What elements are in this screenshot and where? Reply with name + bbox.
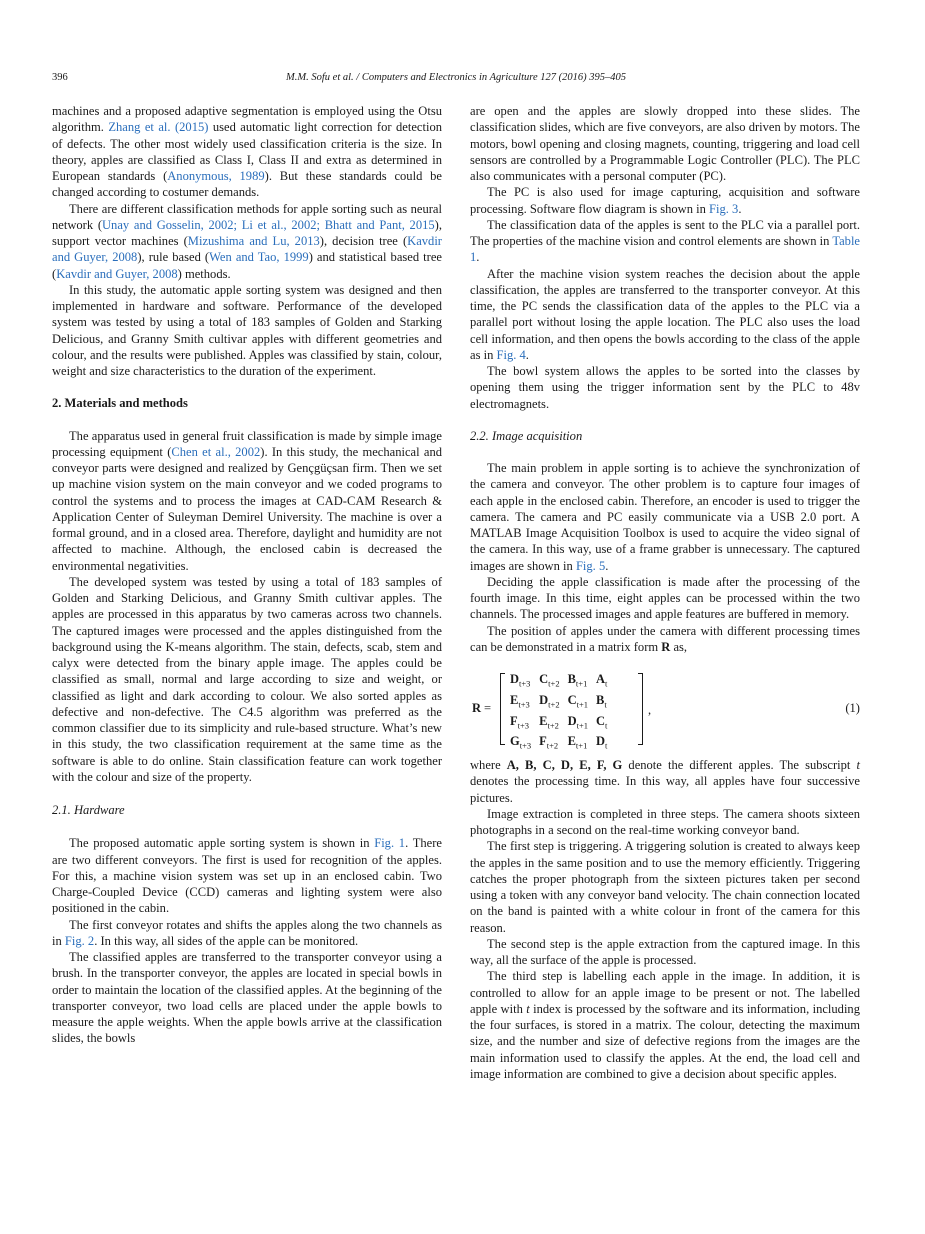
paragraph: The apparatus used in general fruit classification is made by simple image processing equipment (Chen et al., 2002). In this study, the mechanical and conveyor parts were designed and realized by Gençgüçsan firm. Then we set up machine vision system on the main conveyor and we coded programs to control the systems and to process the images at CAD-CAM Research & Application Center of Suleyman Demirel University. The machine is over a formal ground, and in a closed area. Therefore, daylight and humidity are not affected to machine. Although, the enclosed cabin is decreased the environmental negativities. (52, 428, 443, 573)
matrix-cell: $C_{t+2}$ (539, 672, 560, 689)
paragraph: The main problem in apple sorting is to achieve the synchronization of the camera and conveyor. The other problem is to capture four images of each apple in the enclosed cabin. Therefore, an encoder is used to trigger the camera. The camera and PC easily communicate via a USB 2.0 port. A MATLAB Image Acquisition Toolbox is used to acquire the video signal of the camera. In this way, use of a frame grabber is unnecessary. The captured images are shown in Fig. 5. (470, 461, 860, 573)
paragraph: The proposed automatic apple sorting system is shown in Fig. 1. There are two different conveyors. The first is used for recognition of the apples. For this, a machine vision system was set up in an enclosed cabin. Two Charge-Coupled Device (CCD) cameras and lighting system were also positioned in the cabin. (52, 836, 442, 916)
figure-link[interactable]: Fig. 1 (374, 836, 406, 851)
matrix-cell: $C_t$ (596, 713, 608, 730)
paragraph: Image extraction is completed in three steps. The camera shoots sixteen photographs in a second on the real-time working conveyor band. (470, 806, 860, 837)
figure-link[interactable]: Fig. 3 (709, 201, 739, 216)
figure-link[interactable]: Fig. 2 (64, 933, 95, 948)
matrix-cell: $G_{t+3}$ (510, 734, 532, 751)
section-heading: 2. Materials and methods (52, 396, 188, 411)
citation-link[interactable]: Anonymous, 1989 (167, 169, 265, 183)
equation-lhs: R (472, 701, 482, 715)
citation-link[interactable]: Chen et al., 2002 (171, 444, 261, 459)
right-column (470, 103, 860, 1082)
citation-link[interactable]: Wen and Tao, 1999 (209, 250, 309, 265)
paragraph: The classification data of the apples is sent to the PLC via a parallel port. The properties of the machine vision and control elements are shown in Table 1. (470, 217, 860, 265)
paragraph: There are different classification methods for apple sorting such as neural network (Unay and Gosselin, 2002; Li et al., 2002; Bhatt and Pant, 2015), support vector machines (Mizushima and Lu, 2013), decision tree (Kavdir and Guyer, 2008), rule based (Wen and Tao, 1999) and statistical based tree (Kavdir and Guyer, 2008) methods. (52, 201, 442, 281)
page-header (52, 72, 860, 88)
matrix-row (506, 713, 611, 734)
paragraph: The PC is also used for image capturing, acquisition and software processing. Software flow diagram is shown in Fig. 3. (470, 185, 860, 216)
equals-sign: = (484, 701, 492, 715)
matrix-cell: $E_{t+2}$ (539, 713, 559, 730)
figure-link[interactable]: Fig. 5 (575, 558, 606, 573)
matrix-cell: $F_{t+2}$ (539, 734, 559, 751)
paragraph: The classified apples are transferred to the transporter conveyor using a brush. In the transporter conveyor, the apples are located in special bowls in order to maintain the location of the classified apples. At the beginning of the transporter conveyor, two load cells are placed under the apple bowls to measure the apple weights. When the apple bowls arrive at the classification slides, the bowls (52, 950, 442, 1046)
page-number: 396 (52, 72, 68, 83)
matrix-cell: $E_{t+3}$ (510, 692, 530, 710)
matrix-body (506, 671, 611, 754)
matrix-cell: $A_t$ (596, 672, 608, 689)
citation-link[interactable]: Mizushima and Lu, 2013 (187, 234, 320, 248)
figure-link[interactable]: Fig. 4 (496, 347, 526, 362)
matrix-cell: $E_{t+1}$ (567, 734, 588, 751)
paragraph: The developed system was tested by using a total of 183 samples of Golden and Starking Delicious, and Granny Smith cultivar apples. The apples are processed in this apparatus by two cameras across two channels. The captured images were processed and the apples distinguished from the background using the K-means algorithm. The stain, defects, scab, stem and calyx were detected from the binary apple image. The apples could be classified as small, normal and large according to size and weight, or classified as light and dark according to colour. We also sorted apples as defective and non-defective. The C4.5 algorithm was preferred as the common classifier due to its simplicity and rule-based structure. What’s new in this study, the two classification requirement at the same time as the software is able to do online. Stain classification feature can work together with the colour and size of the property. (52, 574, 442, 784)
matrix-equation: R = $D_{t+3}$ $C_{t+2}$ $B_{t+1}$ $A_t$ $E_{t+3}$ $D_{t+2}$ $C_{t+1}$ $B_t$ $F_{t+3}$ $E_{t+2}$ $D_{t+1}$ $C_t$ $G_{t+3}$ $F_{t+2}$ $E_{t+1}$ $D_t$ , (1) (470, 671, 860, 749)
matrix-row (506, 692, 611, 713)
matrix-cell: $D_{t+2}$ (539, 692, 560, 710)
paragraph: The third step is labelling each apple in the image. In addition, it is controlled to allow for an apple image to be present or not. The labelled apple with t index is processed by the software and its information, including the four surfaces, is stored in a matrix. The colour, detecting the maximum size, and the number and size of defective regions from the images are the main information used to classify the apples. At the end, the load cell and image information are combined to give a decision about specific apples. (470, 969, 860, 1081)
citation-link[interactable]: Kavdir and Guyer, 2008 (56, 266, 178, 281)
equation-number: (1) (845, 701, 860, 715)
matrix-cell: $B_t$ (596, 692, 607, 710)
paragraph: The second step is the apple extraction from the captured image. In this way, all the surface of the apple is processed. (470, 936, 860, 967)
right-bracket (638, 673, 643, 745)
matrix-cell: $D_{t+1}$ (567, 713, 589, 730)
subsection-heading: 2.1. Hardware (52, 803, 125, 817)
paragraph: are open and the apples are slowly dropped into these slides. The classification slides, which are five conveyors, are also driven by motors. The motors, bowl opening and closing magnets, counting, triggering and load cell sensors are controlled by a Programmable Logic Controller (PLC). The PLC also communicates with a personal computer (PC). (470, 104, 861, 183)
left-column (52, 103, 442, 1047)
paragraph: In this study, the automatic apple sorting system was designed and then implemented in hardware and software. Performance of the developed system was tested by using a total of 183 samples of Golden and Starking Delicious, and Granny Smith cultivar apples with different geometries and colour, and the results were published. Apples was classified by stain, colour, weight and size characteristics to the duration of the experiment. (52, 282, 442, 378)
paragraph: where A, B, C, D, E, F, G denote the different apples. The subscript t denotes the processing time. In this way, all apples have four successive pictures. (470, 758, 860, 805)
running-head: M.M. Sofu et al. / Computers and Electronics in Agriculture 127 (2016) 395–405 (286, 72, 626, 83)
matrix-cell: $C_{t+1}$ (567, 692, 589, 710)
paragraph: After the machine vision system reaches the decision about the apple classification, the apples are transferred to the transporter conveyor. At this time, the PC sends the classification data of the apples to the PLC via a parallel port without losing the apple location. The PLC also uses the load cell information, and then opens the bowls according to the class of the apple as in Fig. 4. (470, 266, 860, 362)
matrix-row (506, 671, 611, 692)
paragraph: machines and a proposed adaptive segmentation is employed using the Otsu algorithm. Zhang et al. (2015) used automatic light correction for detection of defects. The other most widely used classification criteria is the size. In theory, apples are classified as Class I, Class II and extra as determined in European standards (Anonymous, 1989). But these standards could be changed according to costumer demands. (52, 104, 442, 200)
paragraph: The bowl system allows the apples to be sorted into the classes by opening them using the trigger information sent by the PLC to 48v electromagnets. (470, 364, 860, 411)
subsection-heading: 2.2. Image acquisition (470, 428, 583, 443)
paragraph: The first conveyor rotates and shifts the apples along the two channels as in Fig. 2. In this way, all sides of the apple can be monitored. (52, 917, 442, 948)
table-link[interactable]: Table 1 (470, 234, 860, 265)
matrix-row (506, 733, 611, 754)
citation-link[interactable]: Zhang et al. (2015) (108, 120, 209, 135)
matrix-cell: $D_{t+3}$ (510, 672, 531, 689)
matrix-cell: $D_t$ (596, 734, 608, 751)
paragraph: Deciding the apple classification is made after the processing of the fourth image. In this time, eight apples can be processed within the two channels. The processed images and apple features are buffered in memory. (470, 574, 860, 622)
citation-link[interactable]: Kavdir and Guyer, 2008 (52, 234, 442, 265)
citation-link[interactable]: Unay and Gosselin, 2002; Li et al., 2002; Bhatt and Pant, 2015 (102, 217, 435, 232)
matrix-cell: $B_{t+1}$ (567, 672, 588, 689)
matrix-cell: $F_{t+3}$ (510, 713, 530, 730)
paragraph: The first step is triggering. A triggering solution is created to always keep the apples in the same position and to use the memory efficiently. Triggering catches the proper photograph from the sixteen pictures taken per second using a token with any conveyor band velocity. The chain connection located on the band is painted with a white colour in front of the camera for this reason. (470, 839, 860, 935)
paragraph: The position of apples under the camera with different processing times can be demonstrated in a matrix form R as, (470, 623, 860, 654)
left-bracket (500, 673, 505, 745)
